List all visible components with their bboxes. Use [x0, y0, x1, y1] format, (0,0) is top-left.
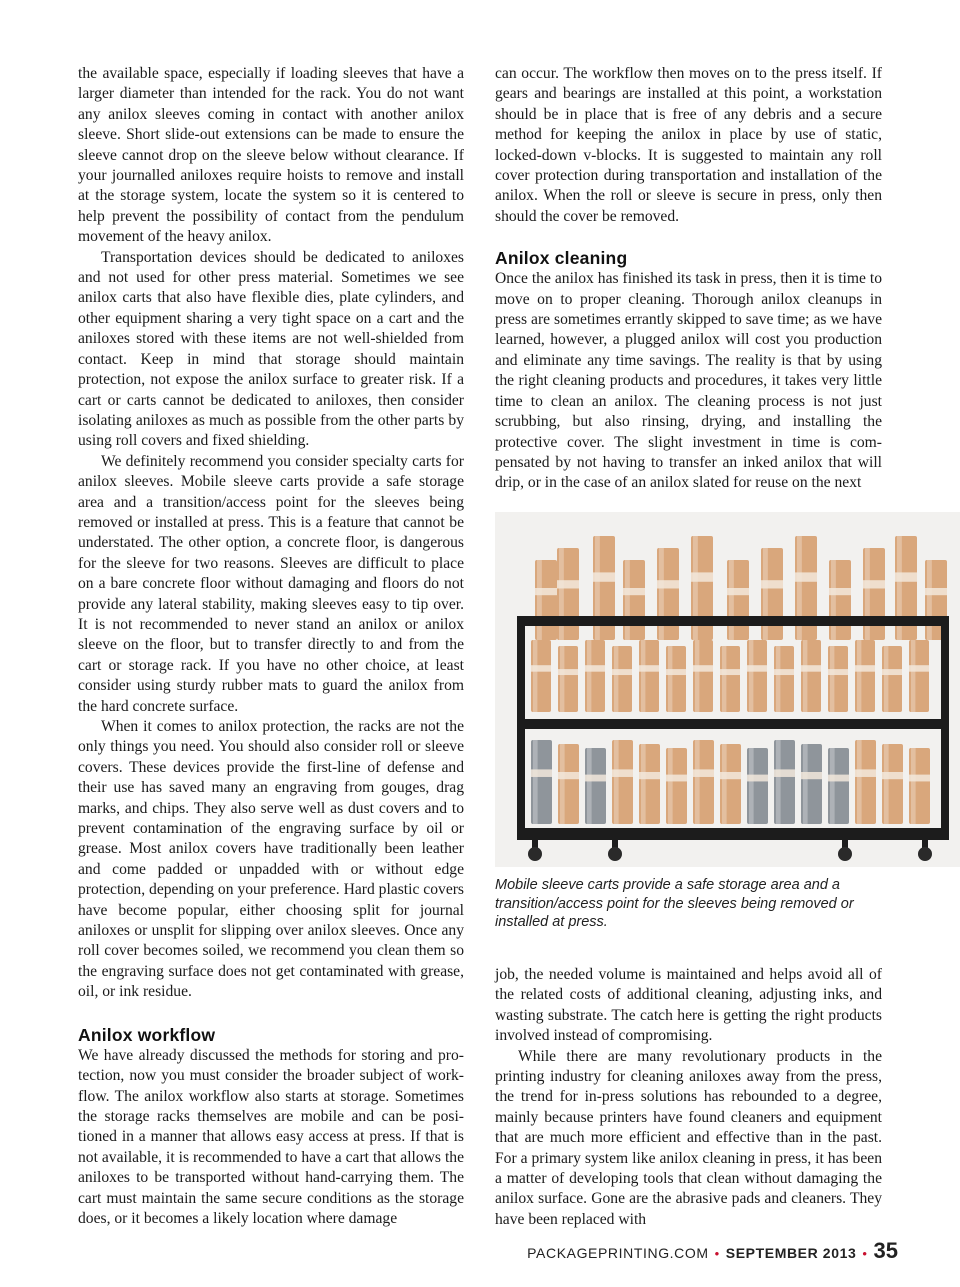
sleeve-highlight	[695, 640, 699, 712]
sleeve-label	[774, 669, 794, 675]
sleeve-label	[747, 775, 768, 782]
photo-caption: Mobile sleeve carts provide a safe storage area and a transition/access point for the sleeves being removed or installed at press.	[495, 877, 854, 930]
sleeve-label	[585, 665, 605, 671]
sleeve-label	[657, 580, 679, 588]
left-column	[78, 64, 464, 1229]
sleeve-highlight	[831, 560, 836, 640]
sleeve-label	[693, 665, 713, 671]
sleeve-highlight	[668, 748, 673, 824]
sleeve-highlight	[722, 646, 726, 712]
footer-site: PACKAGEPRINTING.COM	[527, 1245, 709, 1261]
footer-issue: SEPTEMBER 2013	[725, 1245, 857, 1261]
sleeve-label	[666, 669, 686, 675]
sleeve-highlight	[776, 740, 781, 824]
body-paragraph: We definitely recommend you consider specialty carts for anilox sleeves. Mobile sleeve carts provide a safe storage area and a transition/access point for the sleeves being removed or installed at press. This is a feature that cannot be understated. The other option, a concrete floor, is dangerous for the sleeve for two reasons. Sleeves are difficult to place on a bare concrete floor without damaging and floors do not provide any lateral stability, making sleeves easy to tip over. It is not recommended to never stand an anilox or anilox sleeve on the floor, but to transfer directly to and from the cart or storage rack. If you have no other choice, at least consider using sturdy rubber mats to guard the anilox from the hard concrete surface.	[78, 452, 464, 715]
sleeve-label	[593, 572, 615, 581]
page-number: 35	[873, 1238, 898, 1263]
sleeve-highlight	[559, 548, 564, 640]
sleeve-highlight	[776, 646, 780, 712]
body-paragraph: When it comes to anilox protection, the racks are not the only things you need. You should also consider roll or sleeve covers. These devices provide the first-line of defense and their use has saved many an engraving from gouges, drag marks, and chips. They also serve well as dust covers and to prevent contamination of the engraving surface by oil or grease. Most anilox covers have traditionally been leather and come padded or unpadded with or without edge protection, depending on your preference. Hard plastic covers have become popular, either choosing split for journal aniloxes or unsplit for slipping over anilox sleeves. Once any roll cover becomes soiled, we recommend you clean them so the engraving surface does not get contaminated with grease, oil, or ink residue.	[78, 718, 464, 1001]
cart-bottom-shelf	[517, 828, 949, 840]
sleeve-label	[747, 665, 767, 671]
sleeve-cart-illustration	[495, 512, 960, 867]
footer-bullet: •	[862, 1246, 868, 1261]
sleeve-highlight	[763, 548, 768, 640]
sleeve-label	[829, 588, 851, 595]
cart-post-left	[517, 616, 525, 840]
section-heading-cleaning: Anilox cleaning	[495, 248, 628, 269]
sleeve-label	[925, 588, 947, 595]
sleeve-label	[558, 772, 579, 779]
sleeve-label	[612, 769, 633, 777]
sleeve-highlight	[587, 748, 592, 824]
sleeve-label	[828, 669, 848, 675]
sleeve-highlight	[533, 640, 537, 712]
sleeve-label	[666, 775, 687, 782]
sleeve-label	[557, 580, 579, 588]
sleeve-label	[863, 580, 885, 588]
sleeve-label	[895, 572, 917, 581]
caster-wheel	[528, 847, 542, 861]
sleeve-highlight	[884, 744, 889, 824]
sleeve-label	[535, 588, 557, 595]
cart-middle-shelf	[517, 719, 949, 729]
sleeve-cart-photo	[495, 512, 960, 867]
section-heading-workflow: Anilox workflow	[78, 1024, 216, 1045]
sleeve-highlight	[560, 744, 565, 824]
sleeve-highlight	[659, 548, 664, 640]
sleeve-highlight	[729, 560, 734, 640]
sleeve-highlight	[722, 744, 727, 824]
sleeve-highlight	[927, 560, 932, 640]
sleeve-highlight	[614, 740, 619, 824]
sleeve-label	[801, 772, 822, 779]
sleeve-label	[795, 572, 817, 581]
sleeve-highlight	[641, 640, 645, 712]
sleeve-highlight	[587, 640, 591, 712]
sleeve-label	[612, 669, 632, 675]
sleeve-highlight	[830, 646, 834, 712]
sleeve-label	[693, 769, 714, 777]
sleeve-highlight	[625, 560, 630, 640]
sleeve-highlight	[533, 740, 538, 824]
caster-wheel	[608, 847, 622, 861]
sleeve-highlight	[749, 640, 753, 712]
sleeve-label	[531, 665, 551, 671]
sleeve-highlight	[695, 740, 700, 824]
sleeve-label	[761, 580, 783, 588]
sleeve-label	[720, 669, 740, 675]
sleeve-label	[691, 572, 713, 581]
cart-top-shelf	[517, 616, 949, 626]
sleeve-highlight	[537, 560, 542, 640]
sleeve-label	[909, 775, 930, 782]
sleeve-highlight	[911, 640, 915, 712]
sleeve-label	[558, 669, 578, 675]
sleeve-highlight	[857, 740, 862, 824]
sleeve-label	[882, 669, 902, 675]
sleeve-label	[774, 769, 795, 777]
right-column-lower	[495, 965, 882, 1230]
sleeve-label	[623, 588, 645, 595]
sleeve-label	[639, 772, 660, 779]
caster-wheel	[838, 847, 852, 861]
sleeve-label	[639, 665, 659, 671]
sleeve-label	[727, 588, 749, 595]
sleeve-label	[585, 775, 606, 782]
body-paragraph: can occur. The workflow then moves on to the press itself. If gears and bearings are installed at this point, a workstation should be in place that is free of any debris and a secure method for keeping the anilox in place by use of static, locked-down v-blocks. It is suggested to maintain any roll cover protection during transportation and installation of the anilox. When the roll or sleeve is secure in press, only then should the cover be removed.	[495, 65, 882, 225]
cart-post-right	[941, 616, 949, 840]
sleeve-highlight	[884, 646, 888, 712]
sleeve-highlight	[614, 646, 618, 712]
body-paragraph: job, the needed volume is maintained and helps avoid all of the related costs of additional cleaning, adjusting inks, and wasting substrate. The catch here is getting the right products involved instead of compromising.	[495, 966, 882, 1045]
sleeve-highlight	[560, 646, 564, 712]
footer-bullet: •	[714, 1246, 720, 1261]
body-paragraph: We have already discussed the methods for storing and protection, now you must consider the broader subject of workflow. The anilox workflow also starts at storage. Sometimes the storage racks themselves are mobile and can be positioned in a manner that allows easy access at press. If that is not available, it is recommended to have a cart that allows the aniloxes to be transported without hand-carrying them. The cart must maintain the same secure conditions as the storage does, or it becomes a likely location where damage	[78, 1046, 464, 1227]
sleeve-highlight	[803, 640, 807, 712]
sleeve-label	[882, 772, 903, 779]
sleeve-highlight	[865, 548, 870, 640]
sleeve-label	[828, 775, 849, 782]
sleeve-highlight	[911, 748, 916, 824]
sleeve-highlight	[641, 744, 646, 824]
sleeve-highlight	[668, 646, 672, 712]
sleeve-highlight	[857, 640, 861, 712]
sleeve-label	[855, 665, 875, 671]
caster-wheel	[918, 847, 932, 861]
sleeve-highlight	[803, 744, 808, 824]
sleeve-label	[909, 665, 929, 671]
body-paragraph: the available space, especially if loading sleeves that have a larger diameter than intended for the rack. You do not want any anilox sleeves coming in contact with another anilox sleeve. Short slide-out extensions can be made to ensure the sleeve cannot drop on the sleeve below without clearance. If your journalled aniloxes require hoists to remove and install at the storage system, locate the system so it is centered to help prevent the possibility of contact from the pendulum movement of the heavy anilox.	[78, 65, 464, 246]
body-paragraph: Once the anilox has finished its task in press, then it is time to move on to proper cleaning. Thorough anilox cleanups in press are sometimes errantly skipped to save time; as we have learned, however, a plugged anilox will cost you production and eliminate any time savings. The reality is that by using the right cleaning products and procedures, it takes very little time to clean an anilox. The cleaning process is not just scrubbing, but also rinsing, drying, and installing the protective cover. The slight investment in time is compensated by not having to transfer an inked anilox that will drip, or in the case of an anilox slated for reuse on the next	[495, 270, 882, 492]
sleeve-label	[855, 769, 876, 777]
body-paragraph: Transportation devices should be dedicated to aniloxes and not used for other press material. Sometimes we see anilox carts that also have flexible dies, plate cylinders, and other equipment sharing a very tight space on a cart and the aniloxes stored with these items are not well-shielded from contact. Keep in mind that storage should maintain protection, not expose the anilox surface to greater risk. If a cart or carts cannot be dedicated to aniloxes, then consider isolating aniloxes as much as possible from the other parts by using roll covers and fixed shielding.	[78, 248, 464, 450]
sleeve-label	[531, 769, 552, 777]
body-paragraph: While there are many revolutionary products in the printing industry for cleaning aniloxes away from the press, the trend for in-press solutions has rebounded to a degree, mainly because printers have found cleaners and equipment that are much more efficient and effective than in the past. For a primary system like anilox cleaning in press, it has been a matter of developing tools that clean without damaging the anilox surface. Gone are the abrasive pads and cleaners. They have been replaced with	[495, 1047, 882, 1228]
sleeve-label	[720, 772, 741, 779]
sleeve-highlight	[830, 748, 835, 824]
sleeve-label	[801, 665, 821, 671]
sleeve-highlight	[749, 748, 754, 824]
page-footer	[527, 1238, 898, 1264]
right-column-upper	[495, 64, 882, 494]
